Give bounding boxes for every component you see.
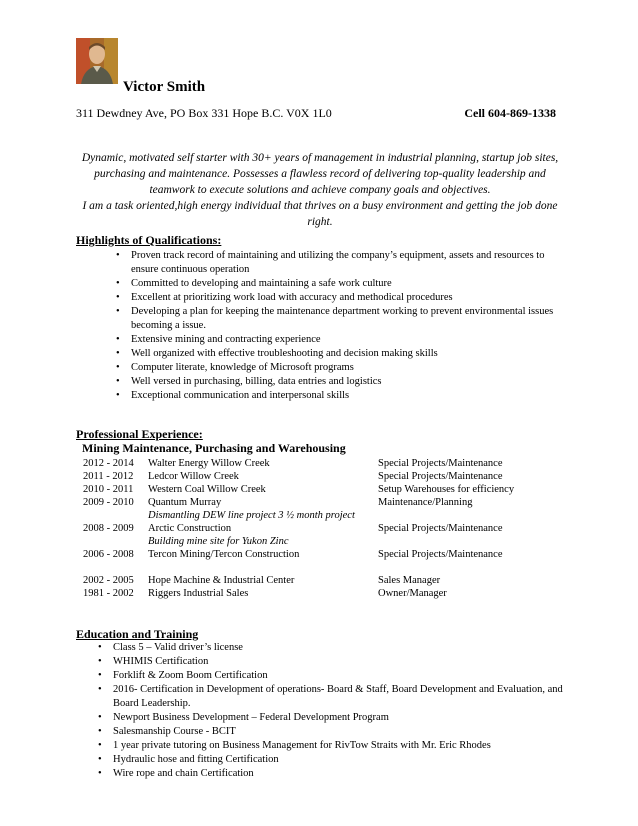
job-role: Special Projects/Maintenance (378, 458, 503, 469)
list-item: • Excellent at prioritizing work load with accuracy and methodical procedures (116, 291, 568, 305)
job-role: Owner/Manager (378, 588, 447, 599)
job-years: 2008 - 2009 (83, 523, 134, 534)
job-years: 2011 - 2012 (83, 471, 134, 482)
cell-phone: Cell 604-869-1338 (464, 106, 556, 120)
job-years: 2006 - 2008 (83, 549, 134, 560)
candidate-name: Victor Smith (123, 79, 206, 95)
job-employer: Western Coal Willow Creek (148, 484, 266, 495)
job-history (83, 457, 563, 600)
list-item: • Computer literate, knowledge of Microsoft programs (116, 361, 568, 375)
list-item: • Salesmanship Course - BCIT (98, 725, 568, 739)
job-note (83, 535, 563, 548)
job-row (83, 587, 563, 600)
job-employer: Arctic Construction (148, 523, 232, 534)
list-item: • Well organized with effective troubleshooting and decision making skills (116, 347, 568, 361)
job-role: Special Projects/Maintenance (378, 549, 503, 560)
job-years: 2009 - 2010 (83, 497, 134, 508)
job-role: Setup Warehouses for efficiency (378, 484, 515, 495)
list-item: • Proven track record of maintaining and utilizing the company’s equipment, assets and resources to ensure continuous operation (116, 249, 568, 277)
job-years: 1981 - 2002 (83, 588, 134, 599)
list-item: • Committed to developing and maintaining a safe work culture (116, 277, 568, 291)
job-note-text: Building mine site for Yukon Zinc (148, 536, 289, 547)
list-item: • Well versed in purchasing, billing, data entries and logistics (116, 375, 568, 389)
qualifications-list (116, 249, 568, 403)
job-employer: Riggers Industrial Sales (148, 588, 249, 599)
job-years: 2002 - 2005 (83, 575, 134, 586)
list-item: • 2016- Certification in Development of operations- Board & Staff, Board Development and Evaluation, and Board Leadership. (98, 683, 568, 711)
education-heading: Education and Training (76, 627, 199, 641)
list-item: • Forklift & Zoom Boom Certification (98, 669, 568, 683)
profile-summary (78, 150, 562, 230)
list-item: • WHIMIS Certification (98, 655, 568, 669)
summary-paragraph: Dynamic, motivated self starter with 30+ years of management in industrial planning, startup job sites, purchasing and maintenance. Possesses a flawless record of delivering top-quality leadership and teamwork to execute solutions and achieve company goals and objectives. (81, 152, 559, 196)
job-years: 2012 - 2014 (83, 458, 134, 469)
job-role: Maintenance/Planning (378, 497, 473, 508)
job-role: Sales Manager (378, 575, 441, 586)
job-row (83, 470, 563, 483)
education-list (98, 641, 568, 781)
list-item: • Class 5 – Valid driver’s license (98, 641, 568, 655)
qualifications-heading: Highlights of Qualifications: (76, 233, 222, 247)
job-row (83, 496, 563, 509)
job-row (83, 548, 563, 561)
job-row (83, 522, 563, 535)
list-item: • Newport Business Development – Federal Development Program (98, 711, 568, 725)
list-item: • Extensive mining and contracting experience (116, 333, 568, 347)
job-employer: Ledcor Willow Creek (148, 471, 239, 482)
list-item: • 1 year private tutoring on Business Management for RivTow Straits with Mr. Eric Rhodes (98, 739, 568, 753)
job-note (83, 509, 563, 522)
job-employer: Walter Energy Willow Creek (148, 458, 270, 469)
summary-paragraph: I am a task oriented,high energy individual that thrives on a busy environment and getting the job done right. (82, 200, 558, 228)
job-role: Special Projects/Maintenance (378, 471, 503, 482)
experience-subheading: Mining Maintenance, Purchasing and Warehousing (82, 441, 346, 455)
job-years: 2010 - 2011 (83, 484, 134, 495)
job-employer: Hope Machine & Industrial Center (148, 575, 295, 586)
job-row (83, 574, 563, 587)
job-note-text: Dismantling DEW line project 3 ½ month project (148, 510, 355, 521)
list-item: • Exceptional communication and interpersonal skills (116, 389, 568, 403)
job-row (83, 457, 563, 470)
mailing-address: 311 Dewdney Ave, PO Box 331 Hope B.C. V0X 1L0 (76, 106, 332, 120)
experience-heading: Professional Experience: (76, 427, 203, 441)
job-row (83, 483, 563, 496)
job-employer: Quantum Murray (148, 497, 222, 508)
list-item: • Wire rope and chain Certification (98, 767, 568, 781)
list-item: • Hydraulic hose and fitting Certification (98, 753, 568, 767)
portrait-photo (76, 38, 118, 84)
list-item: • Developing a plan for keeping the maintenance department working to prevent environmental issues becoming a issue. (116, 305, 568, 333)
job-role: Special Projects/Maintenance (378, 523, 503, 534)
job-employer: Tercon Mining/Tercon Construction (148, 549, 300, 560)
